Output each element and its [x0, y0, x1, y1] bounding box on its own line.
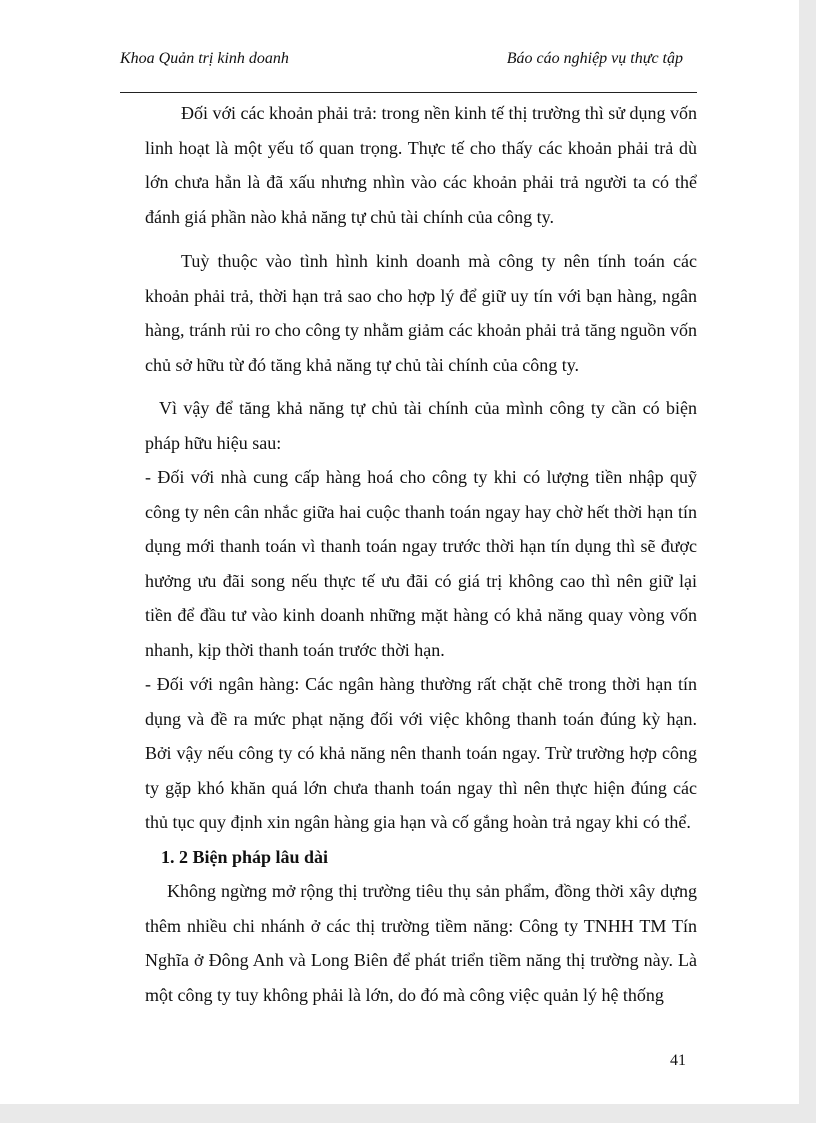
page-header: [120, 50, 697, 76]
header-divider: [120, 92, 697, 93]
paragraph-long-term: Không ngừng mở rộng thị trường tiêu thụ sản phẩm, đồng thời xây dựng thêm nhiều chi nhánh ở các thị trường tiềm năng: Công ty TNHH TM Tín Nghĩa ở Đông Anh và Long Biên để phát triển tiềm năng thị trường này. Là một công ty tuy không phải là lớn, do đó mà công việc quản lý hệ thống: [145, 881, 697, 1005]
paragraph-suppliers: - Đối với nhà cung cấp hàng hoá cho công ty khi có lượng tiền nhập quỹ công ty nên cân nhắc giữa hai cuộc thanh toán ngay hay chờ hết thời hạn tín dụng mới thanh toán vì thanh toán ngay trước thời hạn tín dụng thì sẽ được hưởng ưu đãi song nếu thực tế ưu đãi có giá trị không cao thì nên giữ lại tiền để đầu tư vào kinh doanh những mặt hàng có khả năng quay vòng vốn nhanh, kịp thời thanh toán trước thời hạn.: [145, 467, 697, 660]
paragraph-therefore: Vì vậy để tăng khả năng tự chủ tài chính của mình công ty cần có biện pháp hữu hiệu sau:: [145, 398, 697, 453]
paragraph-banks: - Đối với ngân hàng: Các ngân hàng thường rất chặt chẽ trong thời hạn tín dụng và đề ra mức phạt nặng đối với việc không thanh toán đúng kỳ hạn. Bởi vậy nếu công ty có khả năng nên thanh toán ngay. Trừ trường hợp công ty gặp khó khăn quá lớn chưa thanh toán ngay thì nên thực hiện đúng các thủ tục quy định xin ngân hàng gia hạn và cố gắng hoàn trả ngay khi có thể.: [145, 674, 697, 832]
header-report-title: Báo cáo nghiệp vụ thực tập: [506, 50, 683, 67]
paragraph-payables: Đối với các khoản phải trả: trong nền kinh tế thị trường thì sử dụng vốn linh hoạt là một yếu tố quan trọng. Thực tế cho thấy các khoản phải trả dù lớn chưa hẳn là đã xấu nhưng nhìn vào các khoản phải trả người ta có thể đánh giá phần nào khả năng tự chủ tài chính của công ty.: [145, 103, 697, 227]
section-heading: 1. 2 Biện pháp lâu dài: [161, 846, 329, 867]
page-number: 41: [670, 1052, 686, 1069]
header-department: Khoa Quản trị kinh doanh: [120, 50, 289, 67]
document-body: [145, 96, 697, 1012]
paragraph-depending: Tuỳ thuộc vào tình hình kinh doanh mà công ty nên tính toán các khoản phải trả, thời hạn trả sao cho hợp lý để giữ uy tín với bạn hàng, ngân hàng, tránh rủi ro cho công ty nhằm giảm các khoản phải trả tăng nguồn vốn chủ sở hữu từ đó tăng khả năng tự chủ tài chính của công ty.: [145, 251, 697, 375]
page-shadow-right: [799, 0, 816, 1123]
page-shadow-bottom: [0, 1104, 816, 1123]
